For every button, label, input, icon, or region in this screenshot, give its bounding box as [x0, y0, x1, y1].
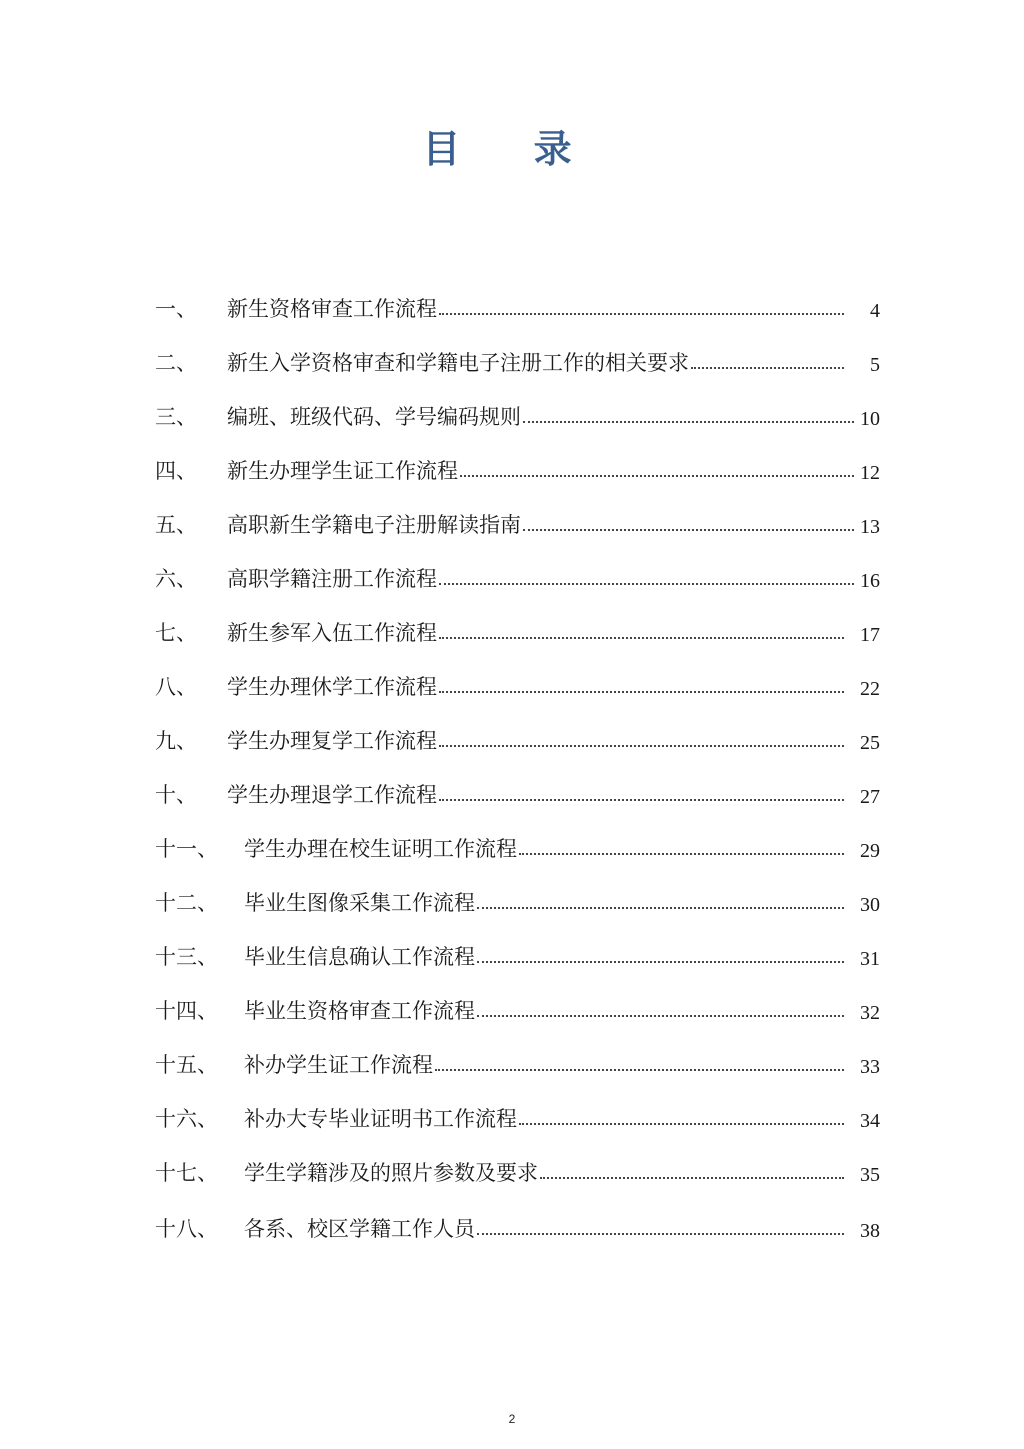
toc-entry-title: 新生办理学生证工作流程 — [227, 459, 458, 483]
toc-entry-number: 十一、 — [155, 837, 218, 861]
toc-entry[interactable] — [155, 661, 880, 701]
toc-entry[interactable] — [155, 499, 880, 539]
toc-entry[interactable] — [155, 931, 880, 971]
toc-entry[interactable] — [155, 607, 880, 647]
toc-leader-dots — [477, 1232, 844, 1235]
toc-leader-dots — [523, 528, 854, 531]
toc-entry-page: 27 — [860, 786, 880, 808]
toc-entry-number: 十二、 — [155, 891, 218, 915]
toc-entry[interactable] — [155, 1093, 880, 1133]
toc-entry-number: 十八、 — [155, 1217, 218, 1241]
toc-entry-title: 学生办理退学工作流程 — [227, 783, 437, 807]
toc-entry-page: 38 — [860, 1220, 880, 1242]
toc-entry[interactable] — [155, 715, 880, 755]
toc-entry-title: 学生办理在校生证明工作流程 — [244, 837, 517, 861]
toc-entry-title: 高职新生学籍电子注册解读指南 — [227, 513, 521, 537]
toc-entry[interactable] — [155, 283, 880, 323]
toc-entry-page: 32 — [860, 1002, 880, 1024]
toc-entry[interactable] — [155, 985, 880, 1025]
page-title: 目 录 — [422, 126, 602, 171]
toc-entry-title: 补办大专毕业证明书工作流程 — [244, 1107, 517, 1131]
toc-leader-dots — [519, 1122, 844, 1125]
toc-entry-number: 九、 — [155, 729, 197, 753]
toc-entry-page: 16 — [860, 570, 880, 592]
toc-entry-number: 四、 — [155, 459, 197, 483]
toc-entry-number: 十三、 — [155, 945, 218, 969]
toc-entry-number: 五、 — [155, 513, 197, 537]
page-number: 2 — [508, 1412, 516, 1426]
toc-entry-title: 毕业生信息确认工作流程 — [244, 945, 475, 969]
toc-entry-page: 30 — [860, 894, 880, 916]
toc-leader-dots — [439, 690, 844, 693]
toc-entry-page: 25 — [860, 732, 880, 754]
toc-entry-number: 二、 — [155, 351, 197, 375]
toc-leader-dots — [460, 474, 854, 477]
toc-entry-number: 三、 — [155, 405, 197, 429]
toc-entry-page: 12 — [860, 462, 880, 484]
toc-entry-title: 新生参军入伍工作流程 — [227, 621, 437, 645]
toc-entry[interactable] — [155, 391, 880, 431]
toc-leader-dots — [439, 744, 844, 747]
toc-entry-title: 毕业生图像采集工作流程 — [244, 891, 475, 915]
toc-entry-page: 33 — [860, 1056, 880, 1078]
toc-entry[interactable] — [155, 1039, 880, 1079]
toc-leader-dots — [477, 1014, 844, 1017]
toc-entry-number: 十六、 — [155, 1107, 218, 1131]
toc-entry-title: 毕业生资格审查工作流程 — [244, 999, 475, 1023]
toc-leader-dots — [477, 906, 844, 909]
toc-leader-dots — [435, 1068, 844, 1071]
toc-entry[interactable] — [155, 1147, 880, 1187]
toc-entry-number: 十五、 — [155, 1053, 218, 1077]
toc-entry-title: 高职学籍注册工作流程 — [227, 567, 437, 591]
toc-leader-dots — [519, 852, 844, 855]
toc-entry-page: 5 — [870, 354, 880, 376]
toc-entry-page: 31 — [860, 948, 880, 970]
toc-entry[interactable] — [155, 823, 880, 863]
toc-leader-dots — [477, 960, 844, 963]
toc-entry-number: 七、 — [155, 621, 197, 645]
toc-entry-title: 新生入学资格审查和学籍电子注册工作的相关要求 — [227, 351, 689, 375]
toc-entry[interactable] — [155, 337, 880, 377]
toc-entry-page: 22 — [860, 678, 880, 700]
toc-entry-page: 4 — [870, 300, 880, 322]
toc-entry-title: 学生学籍涉及的照片参数及要求 — [244, 1161, 538, 1185]
toc-entry-page: 17 — [860, 624, 880, 646]
toc-entry-title: 编班、班级代码、学号编码规则 — [227, 405, 521, 429]
toc-entry-number: 十七、 — [155, 1161, 218, 1185]
toc-entry-title: 各系、校区学籍工作人员 — [244, 1217, 475, 1241]
toc-entry-number: 八、 — [155, 675, 197, 699]
toc-entry[interactable] — [155, 877, 880, 917]
toc-entry-number: 六、 — [155, 567, 197, 591]
toc-entry-title: 学生办理复学工作流程 — [227, 729, 437, 753]
toc-entry-title: 学生办理休学工作流程 — [227, 675, 437, 699]
toc-leader-dots — [691, 366, 844, 369]
toc-leader-dots — [523, 420, 854, 423]
toc-leader-dots — [439, 636, 844, 639]
toc-entry[interactable] — [155, 1203, 880, 1243]
toc-leader-dots — [439, 582, 854, 585]
toc-leader-dots — [540, 1176, 844, 1179]
toc-entry-page: 35 — [860, 1164, 880, 1186]
toc-leader-dots — [439, 798, 844, 801]
toc-entry-page: 10 — [860, 408, 880, 430]
toc-leader-dots — [439, 312, 844, 315]
toc-entry-page: 29 — [860, 840, 880, 862]
toc-entry-number: 一、 — [155, 297, 197, 321]
toc-entry-title: 补办学生证工作流程 — [244, 1053, 433, 1077]
toc-entry-title: 新生资格审查工作流程 — [227, 297, 437, 321]
toc-entry[interactable] — [155, 553, 880, 593]
toc-entry-number: 十、 — [155, 783, 197, 807]
toc-entry-number: 十四、 — [155, 999, 218, 1023]
toc-entry[interactable] — [155, 445, 880, 485]
toc-entry[interactable] — [155, 769, 880, 809]
toc-entry-page: 34 — [860, 1110, 880, 1132]
toc-entry-page: 13 — [860, 516, 880, 538]
